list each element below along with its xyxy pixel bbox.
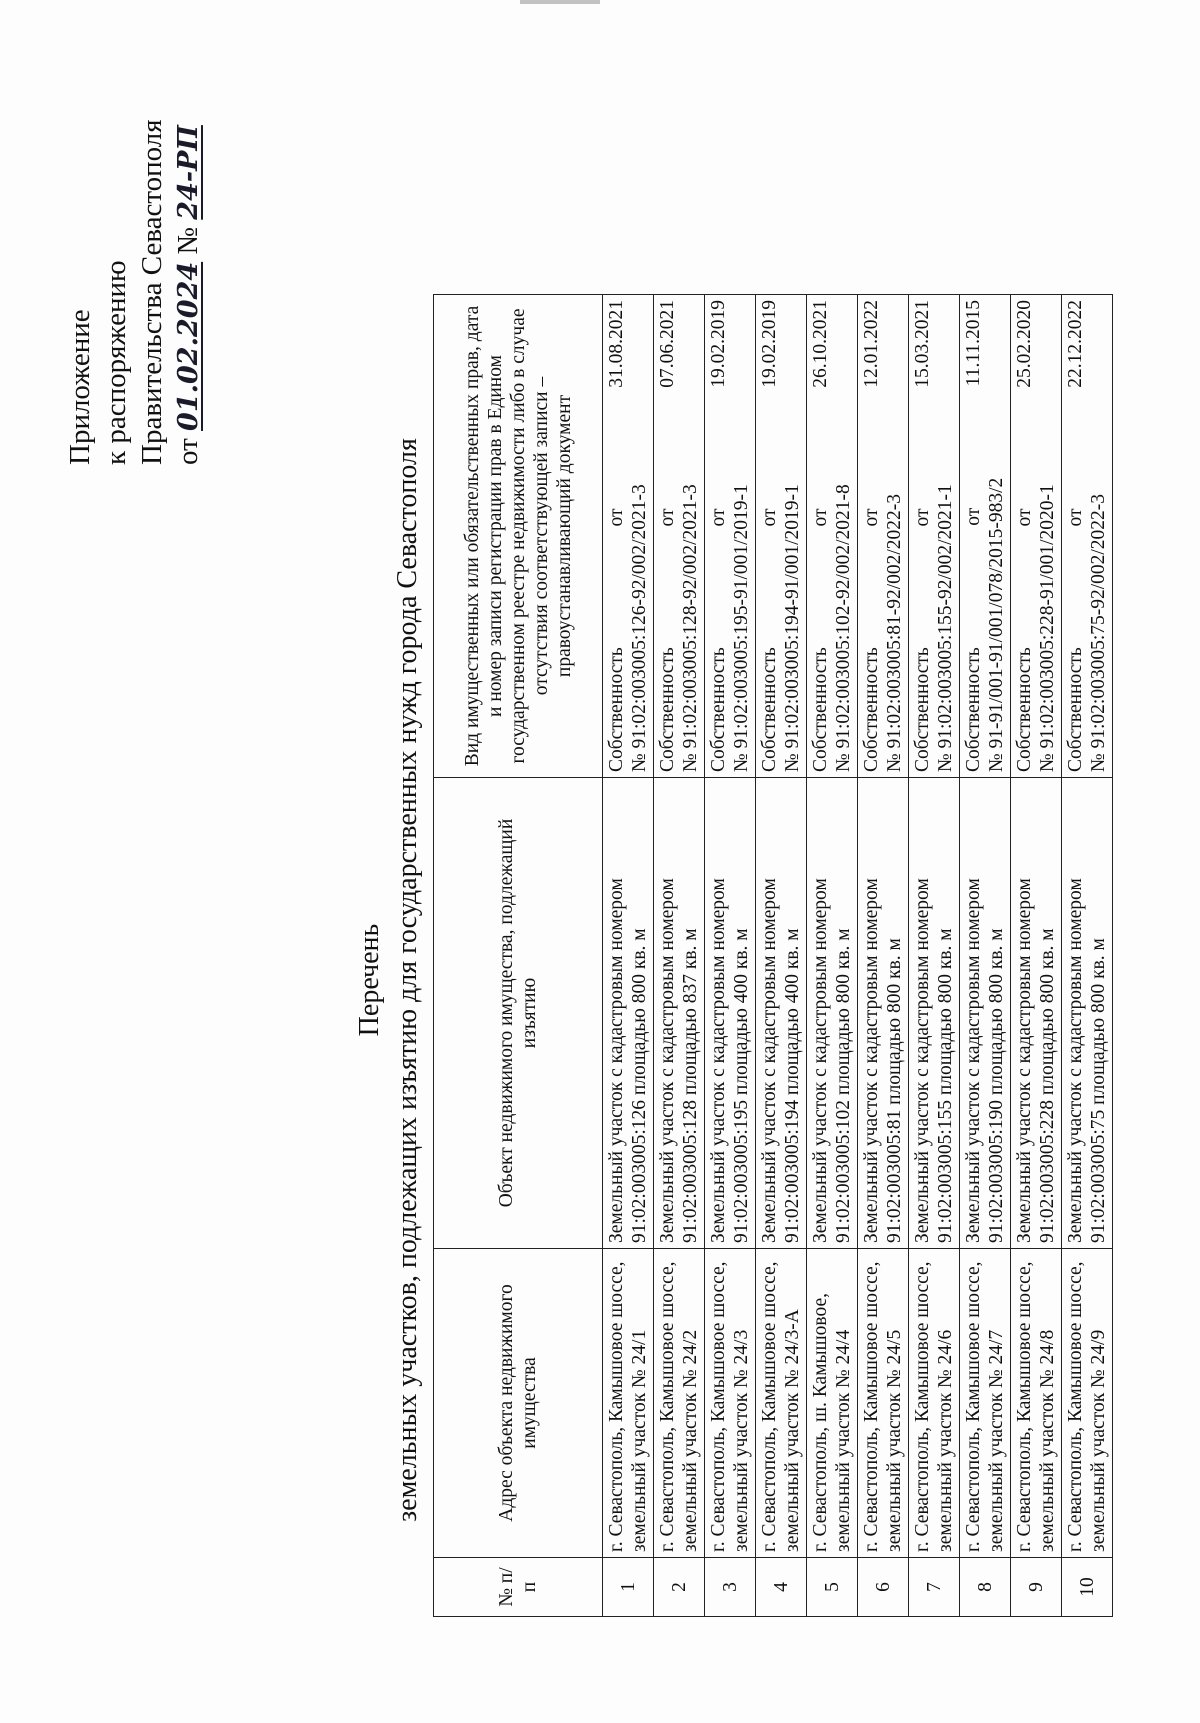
right-record: № 91-91/001-91/001/078/2015-983/2	[986, 477, 1007, 772]
row-num-cell: 3	[705, 1558, 756, 1617]
appendix-line-2: к распоряжению	[100, 260, 132, 465]
right-type: Собственность	[1065, 647, 1086, 772]
right-date: 26.10.2021	[810, 300, 831, 388]
row-rights-cell	[654, 295, 705, 778]
right-from: от	[912, 508, 933, 527]
right-date: 31.08.2021	[606, 300, 627, 388]
row-object-cell: Земельный участок с кадастровым номером 91:02:003005:81 площадью 800 кв. м	[858, 778, 909, 1249]
right-record: № 91:02:003005:228-91/001/2020-1	[1037, 484, 1058, 772]
table-row	[960, 295, 1011, 1617]
row-object-cell: Земельный участок с кадастровым номером 91:02:003005:155 площадью 800 кв. м	[909, 778, 960, 1249]
rotated-document	[48, 40, 1158, 1670]
scan-artifact	[520, 0, 600, 4]
document-subtitle: земельных участков, подлежащих изъятию для государственных нужд города Севастополя	[392, 438, 423, 1522]
row-num-cell: 7	[909, 1558, 960, 1617]
row-address-cell: г. Севастополь, Камышовое шоссе, земельный участок № 24/8	[1011, 1249, 1062, 1558]
right-from: от	[657, 508, 678, 527]
row-rights-cell	[858, 295, 909, 778]
table-body	[603, 295, 1113, 1617]
row-rights-cell	[807, 295, 858, 778]
rights-line	[1064, 300, 1087, 772]
right-date: 19.02.2019	[759, 300, 780, 388]
right-record: № 91:02:003005:155-92/002/2021-1	[935, 484, 956, 772]
right-type: Собственность	[963, 647, 984, 772]
row-num-cell: 9	[1011, 1558, 1062, 1617]
row-address-cell: г. Севастополь, Камышовое шоссе, земельный участок № 24/1	[603, 1249, 654, 1558]
row-rights-cell	[1011, 295, 1062, 778]
header-num: № п/п	[434, 1558, 603, 1617]
right-from: от	[963, 507, 984, 526]
row-rights-cell	[603, 295, 654, 778]
row-rights-cell	[705, 295, 756, 778]
table-row	[807, 295, 858, 1617]
right-date: 25.02.2020	[1014, 300, 1035, 388]
table-row	[858, 295, 909, 1617]
right-record: № 91:02:003005:81-92/002/2022-3	[884, 493, 905, 772]
right-from: от	[810, 508, 831, 527]
row-object-cell: Земельный участок с кадастровым номером 91:02:003005:228 площадью 800 кв. м	[1011, 778, 1062, 1249]
table-row	[654, 295, 705, 1617]
row-object-cell: Земельный участок с кадастровым номером 91:02:003005:128 площадью 837 кв. м	[654, 778, 705, 1249]
row-address-cell: г. Севастополь, Камышовое шоссе, земельный участок № 24/3	[705, 1249, 756, 1558]
right-type: Собственность	[912, 647, 933, 772]
right-record: № 91:02:003005:126-92/002/2021-3	[629, 484, 650, 772]
right-record: № 91:02:003005:195-91/001/2019-1	[731, 484, 752, 772]
rights-line	[1013, 300, 1036, 772]
table-row	[603, 295, 654, 1617]
handwritten-date: 01.02.2024	[173, 261, 204, 431]
row-num-cell: 5	[807, 1558, 858, 1617]
row-address-cell: г. Севастополь, Камышовое шоссе, земельный участок № 24/5	[858, 1249, 909, 1558]
right-from: от	[861, 508, 882, 527]
row-address-cell: г. Севастополь, Камышовое шоссе, земельный участок № 24/9	[1062, 1249, 1113, 1558]
right-record: № 91:02:003005:102-92/002/2021-8	[833, 484, 854, 772]
rights-line	[758, 300, 781, 772]
right-from: от	[606, 508, 627, 527]
table-header-row	[434, 295, 603, 1617]
right-date: 15.03.2021	[912, 300, 933, 388]
table-row	[1062, 295, 1113, 1617]
right-date: 12.01.2022	[861, 300, 882, 388]
table-row	[756, 295, 807, 1617]
appendix-date-line	[170, 119, 206, 465]
rights-line	[962, 300, 985, 772]
row-object-cell: Земельный участок с кадастровым номером 91:02:003005:126 площадью 800 кв. м	[603, 778, 654, 1249]
rights-line	[656, 300, 679, 772]
row-rights-cell	[909, 295, 960, 778]
rights-line	[911, 300, 934, 772]
right-date: 11.11.2015	[963, 300, 984, 387]
right-type: Собственность	[759, 647, 780, 772]
row-num-cell: 1	[603, 1558, 654, 1617]
table-row	[909, 295, 960, 1617]
row-rights-cell	[1062, 295, 1113, 778]
document-title: Перечень	[354, 923, 385, 1037]
table-row	[1011, 295, 1062, 1617]
right-type: Собственность	[861, 647, 882, 772]
row-rights-cell	[756, 295, 807, 778]
header-rights: Вид имущественных или обязательственных прав, дата и номер записи регистрации прав в Едином государственном реестре недвижимости либо в случае отсутствия соответствующей записи – правоустанавливающий документ	[434, 295, 603, 778]
table-row	[705, 295, 756, 1617]
right-from: от	[1065, 508, 1086, 527]
row-object-cell: Земельный участок с кадастровым номером 91:02:003005:75 площадью 800 кв. м	[1062, 778, 1113, 1249]
land-plots-table	[433, 294, 1113, 1617]
header-object: Объект недвижимого имущества, подлежащий изъятию	[434, 778, 603, 1249]
rights-line	[707, 300, 730, 772]
right-date: 19.02.2019	[708, 300, 729, 388]
right-type: Собственность	[810, 647, 831, 772]
handwritten-number: 24-РП	[173, 125, 204, 220]
rights-line	[605, 300, 628, 772]
row-rights-cell	[960, 295, 1011, 778]
right-record: № 91:02:003005:128-92/002/2021-3	[680, 484, 701, 772]
row-num-cell: 10	[1062, 1558, 1113, 1617]
header-address: Адрес объекта недвижимого имущества	[434, 1249, 603, 1558]
right-from: от	[759, 508, 780, 527]
right-date: 22.12.2022	[1065, 300, 1086, 388]
right-from: от	[1014, 508, 1035, 527]
appendix-block	[62, 119, 206, 465]
right-date: 07.06.2021	[657, 300, 678, 388]
row-address-cell: г. Севастополь, Камышовое шоссе, земельный участок № 24/6	[909, 1249, 960, 1558]
row-num-cell: 4	[756, 1558, 807, 1617]
row-object-cell: Земельный участок с кадастровым номером 91:02:003005:194 площадью 400 кв. м	[756, 778, 807, 1249]
right-type: Собственность	[1014, 647, 1035, 772]
row-num-cell: 6	[858, 1558, 909, 1617]
row-num-cell: 2	[654, 1558, 705, 1617]
date-prefix: от	[172, 438, 204, 465]
row-address-cell: г. Севастополь, ш. Камышовое, земельный участок № 24/4	[807, 1249, 858, 1558]
right-type: Собственность	[657, 647, 678, 772]
appendix-line-3: Правительства Севастополя	[136, 119, 168, 465]
right-type: Собственность	[606, 647, 627, 772]
number-sign: №	[172, 226, 204, 255]
rights-line	[860, 300, 883, 772]
right-record: № 91:02:003005:75-92/002/2022-3	[1088, 493, 1109, 772]
appendix-line-1: Приложение	[64, 309, 96, 465]
row-object-cell: Земельный участок с кадастровым номером 91:02:003005:102 площадью 800 кв. м	[807, 778, 858, 1249]
row-object-cell: Земельный участок с кадастровым номером 91:02:003005:190 площадью 800 кв. м	[960, 778, 1011, 1249]
right-record: № 91:02:003005:194-91/001/2019-1	[782, 484, 803, 772]
row-address-cell: г. Севастополь, Камышовое шоссе, земельный участок № 24/2	[654, 1249, 705, 1558]
row-object-cell: Земельный участок с кадастровым номером 91:02:003005:195 площадью 400 кв. м	[705, 778, 756, 1249]
right-from: от	[708, 508, 729, 527]
row-address-cell: г. Севастополь, Камышовое шоссе, земельный участок № 24/3-А	[756, 1249, 807, 1558]
row-num-cell: 8	[960, 1558, 1011, 1617]
right-type: Собственность	[708, 647, 729, 772]
rights-line	[809, 300, 832, 772]
row-address-cell: г. Севастополь, Камышовое шоссе, земельный участок № 24/7	[960, 1249, 1011, 1558]
